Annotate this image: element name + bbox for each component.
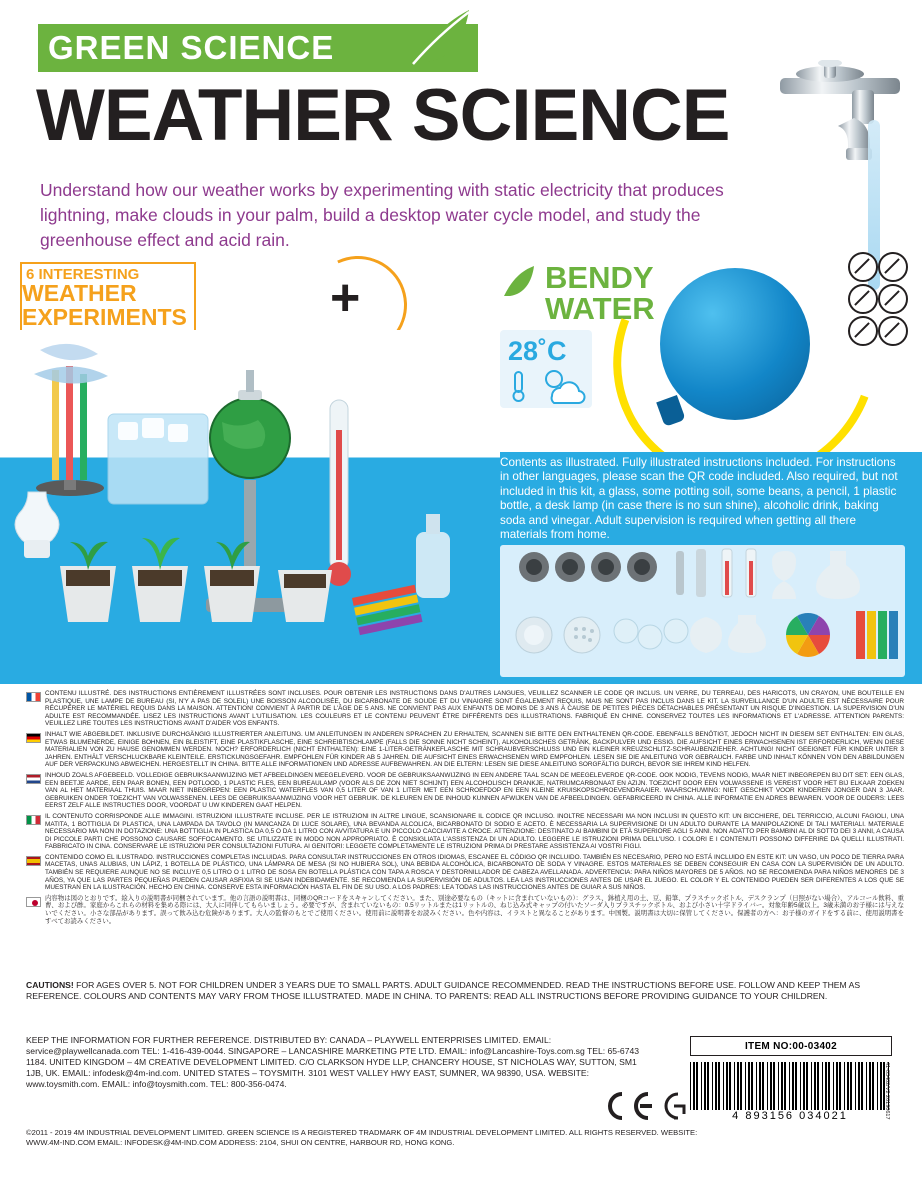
balloon-image — [660, 268, 810, 420]
language-text-es: CONTENIDO COMO EL ILUSTRADO. INSTRUCCIONES COMPLETAS INCLUIDAS. PARA CONSULTAR INSTRUCCIONES EN OTROS IDIOMAS, ESCANEE EL CÓDIGO QR INCLUIDO. TAMBIÉN ES NECESARIO, PERO NO ESTÁ INCLUIDO EN ESTE KIT: UN VASO, UN POCO DE TIERRA PARA MACETAS, UNAS ALUBIAS, UN LÁPIZ, 1 BOTELLA DE PLÁSTICO, UNA LÁMPARA DE MESA (SI NO HUBIERA SOL), UNA BEBIDA ALCOHÓLICA, BICARBONATO DE SODA Y VINAGRE. ESTOS MATERIALES SE DEBEN CONSEGUIR EN CASA CON LA SUPERVISIÓN DE UN ADULTO. TAMBIÉN SE REQUIERE AUNQUE NO SE INCLUYE 0,5 LITRO O 1 LITRO DE SOSA EN BOTELLA PLÁSTICA CON TAPA A ROSCA Y DESTORNILLADOR DE CABEZA AVELLANADA. ADVERTENCIA: PARA NIÑOS MAYORES DE 5 AÑOS. NO SE RECOMIENDA PARA NIÑOS MENORES DE 3 AÑOS, YA QUE LAS PARTES PEQUEÑAS PUEDEN CAUSAR ASFIXIA SI SE USAN INDEBIDAMENTE. SE RECOMIENDA LA SUPERVISIÓN DE ADULTOS. LEA LAS INSTRUCCIONES ANTES DE USAR EL JUEGO. EL COLOR Y EL CONTENIDO PUEDEN SER DIFERENTES A LOS QUE SE MUESTRAN EN LA ILUSTRACIÓN. HECHO EN CHINA. CONSERVE ESTA INFORMACIÓN HASTA EL FIN DE SU USO. A LOS PADRES: LEA TODAS LAS INSTRUCCIONES ANTES DE GUIAR A SUS NIÑOS. — [45, 853, 904, 892]
temperature-value: 28˚C — [508, 336, 567, 366]
distribution-info: KEEP THE INFORMATION FOR FURTHER REFERENCE. DISTRIBUTED BY: CANADA – PLAYWELL ENTERPRISES LIMITED. EMAIL: service@playwellcanada.com TEL: 1-416-439-0044. SINGAPORE – LANCASHIRE MARKETING PTE LTD. EMAIL: info@Lancashire-Toys.com.sg TEL: 65-6743 1184. UNITED KINGDOM – 4M CREATIVE DEVELOPMENT LIMITED. C/O CLARKSON HYDE LLP, CHANCERY HOUSE, ST NICHOLAS WAY, SUTTON, SM1 1JB, UK. EMAIL: infodesk@4m-ind.com. UNITED STATES – TOYSMITH. 3101 WEST VALLEY HWY EAST, SUMNER, WA 98390, USA. WEBSITE: www.toysmith.com. EMAIL: info@toysmith.com. TEL: 800-356-0474. — [26, 1035, 640, 1089]
parts-illustration-panel — [500, 545, 905, 677]
multilanguage-instructions — [26, 690, 904, 928]
bendy-leaf-icon — [500, 262, 538, 300]
thermometer-icon — [506, 370, 532, 404]
barcode-number: 4 893156 034021 — [732, 1110, 848, 1122]
no-symbol-icon-3 — [878, 284, 908, 314]
cautions-label: CAUTIONS! — [26, 980, 74, 990]
barcode — [690, 1062, 890, 1124]
flag-germany-icon — [26, 733, 41, 743]
page-title: WEATHER SCIENCE — [36, 75, 730, 156]
flag-france-icon — [26, 692, 41, 702]
language-row — [26, 813, 904, 851]
cautions-text: FOR AGES OVER 5. NOT FOR CHILDREN UNDER 3 YEARS DUE TO SMALL PARTS. ADULT GUIDANCE RECOMMENDED. READ THE INSTRUCTIONS BEFORE USE. FOLLOW AND KEEP THEM AS REFERENCE. COLOURS AND CONTENTS MAY VARY FROM THOSE ILLUSTRATED. MADE IN CHINA. TO PARENTS: READ ALL INSTRUCTIONS BEFORE PROVIDING GUIDANCE TO YOUR CHILDREN. — [26, 980, 861, 1001]
flag-spain-icon — [26, 856, 41, 866]
language-row — [26, 772, 904, 810]
language-row — [26, 895, 904, 925]
subtitle-text: Understand how our weather works by experimenting with static electricity that produces lightning, make clouds in your palm, build a desktop water cycle model, and study the greenhouse effect and acid rain. — [40, 180, 724, 250]
brand-name: GREEN SCIENCE — [48, 29, 335, 66]
faucet-image — [770, 60, 920, 260]
barcode-bars — [690, 1062, 890, 1110]
item-number: ITEM NO:00-03402 — [690, 1036, 892, 1056]
language-text-it: IL CONTENUTO CORRISPONDE ALLE IMMAGINI. ISTRUZIONI ILLUSTRATE INCLUSE. PER LE ISTRUZIONI IN ALTRE LINGUE, SCANSIONARE IL CODICE QR INCLUSO. INOLTRE NECESSARI MA NON INCLUSI IN QUESTO KIT: UN BICCHIERE, DEL TERRICCIO, ALCUNI FAGIOLI, UNA MATITA, 1 BOTTIGLIA DI PLASTICA, UNA LAMPADA DA TAVOLO (IN MANCANZA DI LUCE SOLARE), UNA BEVANDA ALCOLICA, BICARBONATO DI SODIO E ACETO. È NECESSARIA LA SUPERVISIONE DI UN ADULTO DURANTE LA MANIPOLAZIONE DI TALI MATERIALI. MATERIALE NECESSARIO MA NON IN DOTAZIONE: UNA BOTTIGLIA IN PLASTICA DA 0,5 O DA 1 LITRO CON AVVITATURA E UN PICCOLO CACCIAVITE A CROCE. ATTENZIONE: DESTINATO AI BAMBINI DI ETÀ SUPERIORE AGLI 5 ANNI. NON ADATTO PER BAMBINI AL DI SOTTO DEI 3 ANNI, A CAUSA DI PICCOLE PARTI CHE POSSONO CAUSARE SOFFOCAMENTO. SE UTILIZZATE IN MODO NON APPROPRIATO. È CONSIGLIATA L'ASSISTENZA DI UN ADULTO. LEGGERE LE ISTRUZIONI PRIMA DELL'USO. I COLORI E I CONTENUTI POSSONO DIFFERIRE DA QUELLI ILLUSTRATI. FABBRICATO IN CINA. CONSERVARE LE ISTRUZIONI PER CONSULTAZIONI FUTURA. AI GENITORI: LEGGETE COMPLETAMENTE LE ISTRUZIONI PRIMA DI PRESTARE ASSISTENZA AI VOSTRI FIGLI. — [45, 812, 904, 851]
no-symbol-icon-4 — [848, 284, 878, 314]
language-row — [26, 690, 904, 728]
language-text-nl: INHOUD ZOALS AFGEBEELD. VOLLEDIGE GEBRUIKSAANWIJZING MET AFBEELDINGEN MEEGELEVERD. VOOR DE GEBRUIKSAANWIJZING IN EEN ANDERE TAAL SCAN DE MEEGELEVERDE QR-CODE. OOK NODIG, TEVENS NODIG, MAAR NIET INBEGREPEN BIJ DIT SET: EEN GLAS, EEN BEETJE AARDE, EEN PAAR BONEN, EEN POTLOOD, 1 PLASTIC FLES, EEN BUREAULAMP (VOOR ALS DE ZON NIET SCHIJNT) EEN ALCOHOLISCH DRANKJE, NATRIUMCARBONAAT EN AZIJN. TOEZICHT DOOR EEN VOLWASSENE IS VEREIST VOOR HET BIJ ELKAAR ZOEKEN VAN AL HET MATERIAAL THUIS. MAAR NIET INBEGREPEN: EEN PLASTIC WATERFLES VAN 0,5 LITER OF VAN 1 LITER MET EEN SCHROEFDOP EN EEN KLEINE KRUISKOPSCHROEVENDRAAIER. WAARSCHUWING: NIET GESCHIKT VOOR KINDEREN JONGER DAN 3 JAAR. GEBRUIKEN ONDER TOEZICHT VAN VOLWASSENEN. LEES DE GEBRUIKSAANWIJZING VOOR HET GEBRUIK. DE KLEUREN EN DE INHOUD KUNNEN AFWIJKEN VAN DE AFBEELDINGEN. GEFABRICEERD IN CHINA. ALLE INFORMATIE EN ADRES BEWAREN. VOOR DE OUDERS: LEES EERST ZELF ALLE INSTRUCTIES DOOR, VOORDAT U UW KINDEREN GAAT HELPEN. — [45, 771, 904, 810]
language-text-jp: 内容物は図のとおりです。絵入りの説明書が同梱されています。他の言語の説明書は、同梱のQRコードをスキャンしてください。また、別途必要なもの（キットに含まれていないもの）：グラス、鉢植え用の土、豆、鉛筆、プラスチックボトル、デスクランプ（日照がない場合）、アルコール飲料、重曹、および酢。家庭からこれらの材料を集める際には、大人に同伴してもらいましょう。必要ですが、含まれていないもの：0.5リットルまたは1リットルの、ねじ込み式キャップの付いたソーダ入りプラスチックボトル、および小さい十字ドライバー。対象年齢5歳以上。3歳未満のお子様には与えないでください。小さな部品があります。誤って飲み込む危険があります。大人の監督のもとでご使用ください。使用前に説明書をお読みください。色や内容は、イラストと異なることがあります。中国製。説明書は大切に保管してください。保護者の方へ：お子様のガイドをする前に、使用説明書をすべてお読みください。 — [45, 894, 904, 925]
language-text-de: INHALT WIE ABGEBILDET. INKLUSIVE DURCHGÄNGIG ILLUSTRIERTER ANLEITUNG. UM ANLEITUNGEN IN ANDEREN SPRACHEN ZU ERHALTEN, SCANNEN SIE BITTE DEN ENTHALTENEN QR-CODE. EBENFALLS BENÖTIGT, JEDOCH NICHT IN DIESEM SET ENTHALTEN: EIN GLAS, ETWAS BLUMENERDE, EINIGE BOHNEN, EIN BLEISTIFT, EINE PLASTIKFLASCHE, EINE SCHREIBTISCHLAMPE (FALLS DIE SONNE NICHT SCHEINT), ALKOHOLISCHES GETRÄNK, BACKPULVER UND ESSIG. DIE AUFSICHT EINES ERWACHSENEN IST ERFORDERLICH, WENN DIESE MATERIALIEN VON ZU HAUSE GENOMMEN WERDEN. NOCH? ERFORDERLICH (NICHT ENTHALTEN): EINE 1-LITER-GETRÄNKEFLASCHE MIT SCHRAUBVERSCHLUSS UND EIN KLEINER KREUZSCHLITZ-SCHRAUBENZIEHER. ACHTUNG! NICHT GEEIGNET FÜR KINDER UNTER 3 JAHREN. ENTHÄLT VERSCHLUCKBARE KLEINTEILE. ERSTICKUNGSGEFAHR. EMPFOHLEN FÜR KINDER AB 5 JAHREN. DIE AUFSICHT EINES ERWACHSENEN WIRD EMPFOHLEN. LESEN SIE DIE ANLEITUNG VOR GEBRAUCH. FARBE UND INHALT KÖNNEN VON DEN ABBILDUNGEN AUF DER VERPACKUNG ABWEICHEN. HERGESTELLT IN CHINA. BITTE ALLE INFORMATIONEN UND ADRESSE AUFBEWAHREN. AN DIE ELTERN: LESEN SIE DIESE ANLEITUNG SORGFÄLTIG DURCH, BEVOR SIE IHREM KIND HELFEN. — [45, 730, 904, 769]
flag-netherlands-icon — [26, 774, 41, 784]
experiments-count-label: 6 INTERESTING — [26, 266, 140, 283]
cautions-block — [26, 980, 904, 1002]
no-symbol-icon-2 — [878, 252, 908, 282]
no-symbol-icon-6 — [848, 316, 878, 346]
plus-symbol: + — [330, 269, 361, 327]
language-row — [26, 731, 904, 769]
language-text-fr: CONTENU ILLUSTRÉ. DES INSTRUCTIONS ENTIÈREMENT ILLUSTRÉES SONT INCLUSES. POUR OBTENIR LES INSTRUCTIONS DANS D'AUTRES LANGUES, VEUILLEZ SCANNER LE CODE QR INCLUS. UN VERRE, DU TERREAU, DES HARICOTS, UN CRAYON, UNE BOUTEILLE EN PLASTIQUE, UNE LAMPE DE BUREAU (SI, N'Y A PAS DE SOLEIL) UNE BOISSON ALCOOLISÉE, DU BICARBONATE DE SOUDE ET DU VINAIGRE SONT ÉGALEMENT REQUIS, MAIS NE SONT PAS INCLUS DANS LE KIT. LA SURVEILLANCE D'UN ADULTE EST NÉCESSAIRE POUR RÉCUPÉRER LE MATÉRIEL REQUIS DANS LA MAISON. ATTENTION! CONVIENT À PARTIR DE L'ÂGE DE 5 ANS. NE CONVIENT PAS AUX ENFANTS DE MOINS DE 3 ANS À CAUSE DE PETITES PIÈCES DÉTACHABLES PRÉSENTANT UN RISQUE D'INGESTION. LA SUPERVISION D'UN ADULTE EST RECOMMANDÉE. LISEZ LES INSTRUCTIONS AVANT L'UTILISATION. LES COULEURS ET LE CONTENU PEUVENT ÊTRE DIFFÉRENTS DES ILLUSTRATIONS. FABRIQUÉ EN CHINE. CONSERVEZ TOUTES LES INFORMATIONS ET L'ADRESSE. ATTENTION PARENTS: VEUILLEZ LIRE TOUTES LES INSTRUCTIONS AVANT D'AIDER VOS ENFANTS. — [45, 690, 904, 728]
flag-japan-icon — [26, 897, 41, 907]
language-row — [26, 854, 904, 892]
temperature-card — [500, 330, 592, 408]
bendy-water-label: BENDY WATER — [545, 260, 655, 326]
contents-description: Contents as illustrated. Fully illustrated instructions included. For instructions in other languages, please scan the QR code included. Also required, but not included in this kit, a glass, some potting soil, some beans, a pencil, 1 plastic bottle, a desk lamp (in case there is no sun shine), alcoholic drink, baking soda and vinegar. Adult supervision is required when getting all there materials from home. — [500, 456, 898, 542]
ce-mark — [600, 1090, 692, 1122]
experiments-photo — [0, 330, 500, 684]
flag-italy-icon — [26, 815, 41, 825]
leaf-icon — [405, 6, 475, 68]
barcode-side-code: 41-03402/V2 20190617 — [884, 1062, 890, 1120]
sun-cloud-icon — [538, 366, 588, 404]
no-symbol-icon-5 — [878, 316, 908, 346]
experiments-label: WEATHER EXPERIMENTS — [22, 280, 187, 330]
copyright-footer: ©2011 - 2019 4M INDUSTRIAL DEVELOPMENT LIMITED. GREEN SCIENCE IS A REGISTERED TRADMARK OF 4M INDUSTRIAL DEVELOPMENT LIMITED. ALL RIGHTS RESERVED. WEBSITE: WWW.4M-IND.COM EMAIL: INFODESK@4M-IND.COM ADDRESS: 2104, SHUI ON CENTRE, HARBOUR RD, HONG KONG. — [26, 1128, 698, 1147]
no-symbol-icon-1 — [848, 252, 878, 282]
